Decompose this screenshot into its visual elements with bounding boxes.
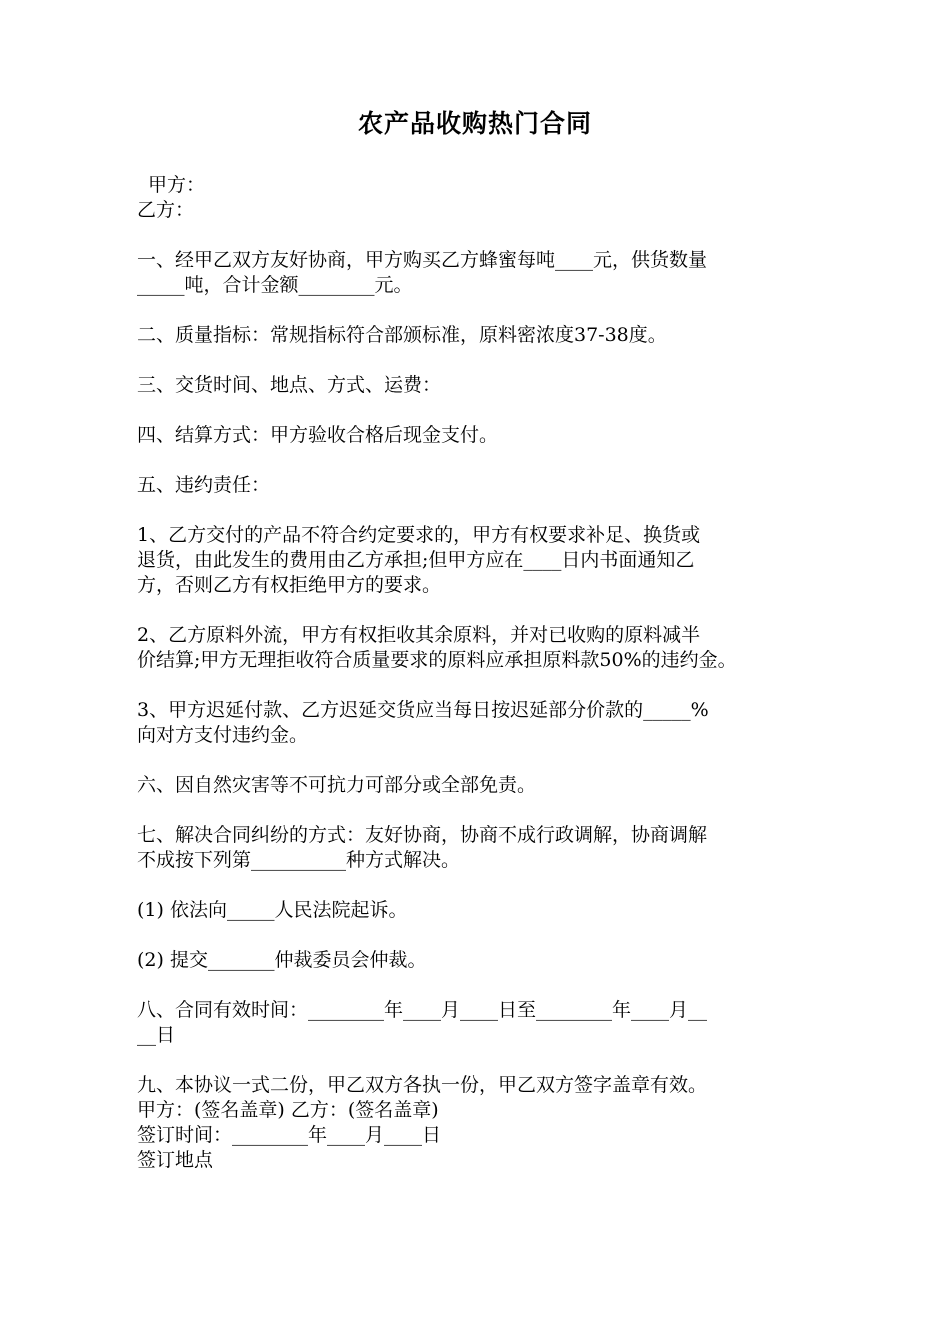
spacer [137, 923, 827, 948]
spacer [137, 598, 827, 623]
spacer [137, 448, 827, 473]
spacer [137, 873, 827, 898]
clause-8-line-1: 八、合同有效时间：________年____月____日至________年____月__ [137, 999, 708, 1021]
clause-7-line-1: 七、解决合同纠纷的方式：友好协商，协商不成行政调解，协商调解 [137, 824, 708, 846]
option-2: (2) 提交_______仲裁委员会仲裁。 [137, 949, 427, 971]
spacer [137, 398, 827, 423]
clause-2: 二、质量指标：常规指标符合部颁标准，原料密浓度37-38度。 [137, 324, 667, 346]
clause-4: 四、结算方式：甲方验收合格后现金支付。 [137, 424, 499, 446]
clause-1-line-1: 一、经甲乙双方友好协商，甲方购买乙方蜂蜜每吨____元，供货数量 [137, 249, 708, 271]
item-1-line-2: 退货，由此发生的费用由乙方承担;但甲方应在____日内书面通知乙 [137, 549, 695, 571]
clause-3: 三、交货时间、地点、方式、运费： [137, 374, 442, 396]
sign-date-line: 签订时间：________年____月____日 [137, 1124, 442, 1146]
clause-5: 五、违约责任： [137, 474, 271, 496]
clause-8-line-2: __日 [137, 1024, 176, 1046]
option-1: (1) 依法向_____人民法院起诉。 [137, 899, 408, 921]
clause-1-line-2: _____吨，合计金额________元。 [137, 274, 413, 296]
spacer [137, 223, 827, 248]
item-2-line-2: 价结算;甲方无理拒收符合质量要求的原料应承担原料款50%的违约金。 [137, 649, 737, 671]
item-2-line-1: 2、乙方原料外流，甲方有权拒收其余原料，并对已收购的原料减半 [137, 624, 701, 646]
clause-6: 六、因自然灾害等不可抗力可部分或全部免责。 [137, 774, 537, 796]
item-3-line-2: 向对方支付违约金。 [137, 724, 309, 746]
spacer [137, 348, 827, 373]
clause-9: 九、本协议一式二份，甲乙双方各执一份，甲乙双方签字盖章有效。 [137, 1074, 708, 1096]
item-3-line-1: 3、甲方迟延付款、乙方迟延交货应当每日按迟延部分价款的_____% [137, 699, 709, 721]
signature-line: 甲方：(签名盖章) 乙方：(签名盖章) [137, 1099, 439, 1121]
document-body [137, 173, 827, 1173]
item-1-line-1: 1、乙方交付的产品不符合约定要求的，甲方有权要求补足、换货或 [137, 524, 701, 546]
spacer [137, 1048, 827, 1073]
spacer [137, 673, 827, 698]
spacer [137, 748, 827, 773]
clause-7-line-2: 不成按下列第__________种方式解决。 [137, 849, 461, 871]
sign-place-line: 签订地点 [137, 1149, 214, 1171]
spacer [137, 973, 827, 998]
spacer [137, 498, 827, 523]
party-b-line: 乙方： [137, 199, 195, 221]
spacer [137, 298, 827, 323]
party-a-line: 甲方： [148, 174, 206, 196]
spacer [137, 798, 827, 823]
document-title: 农产品收购热门合同 [357, 109, 592, 138]
item-1-line-3: 方，否则乙方有权拒绝甲方的要求。 [137, 574, 442, 596]
